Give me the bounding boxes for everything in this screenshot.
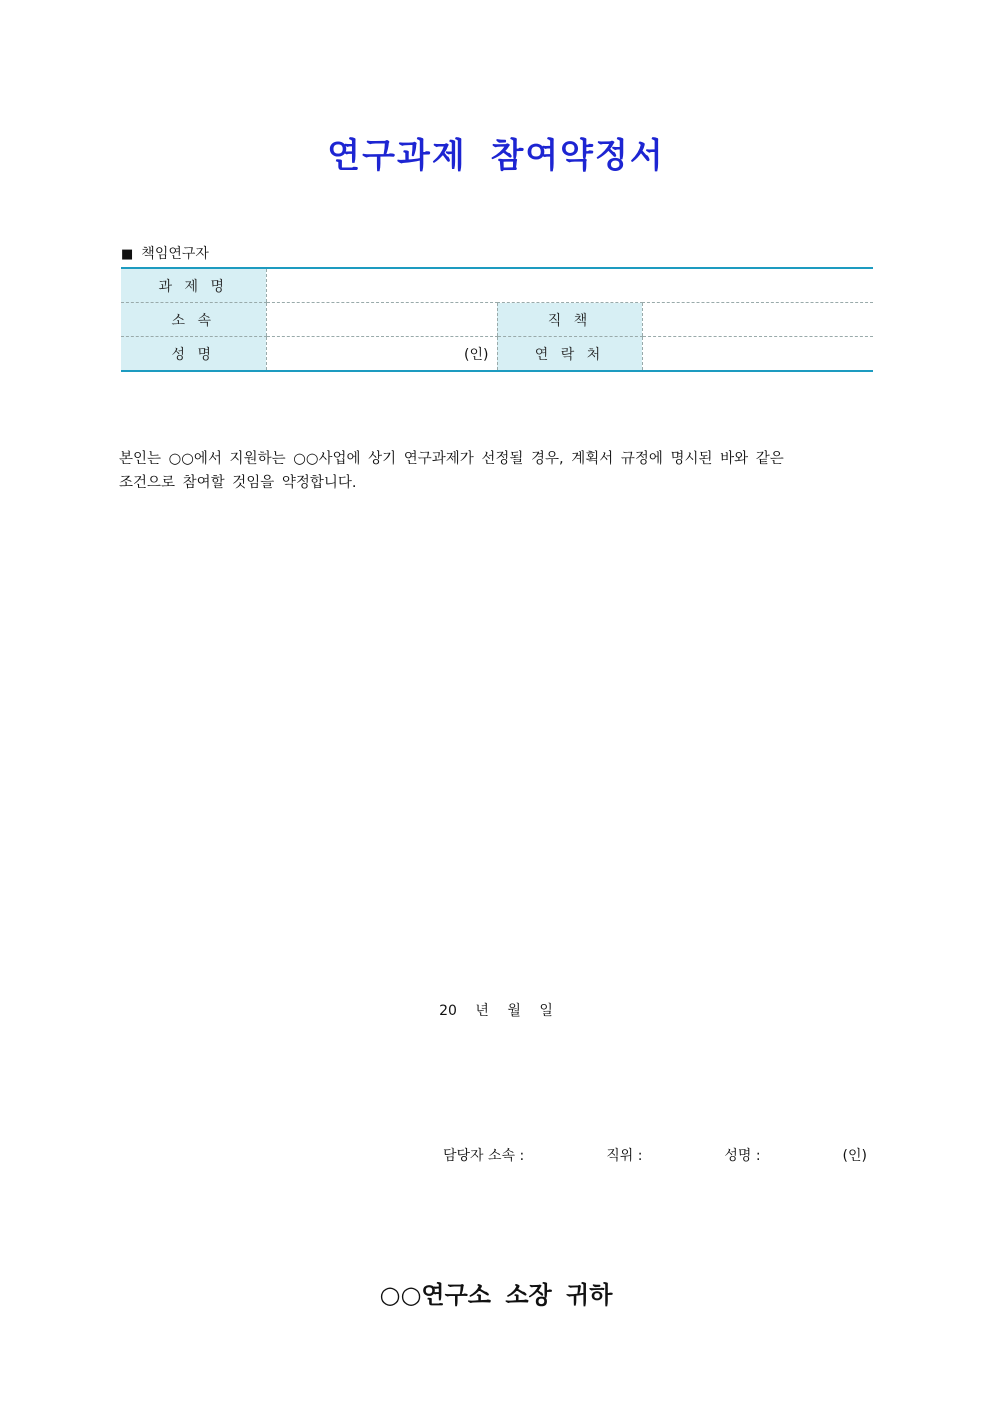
name-label: 성 명 xyxy=(121,337,266,372)
document-title: 연구과제 참여약정서 xyxy=(327,136,665,176)
signature-position: 직위 : xyxy=(606,1148,643,1164)
researcher-info-table xyxy=(121,267,873,372)
section-heading-label: 책임연구자 xyxy=(141,246,209,262)
recipient: ○○연구소 소장 귀하 xyxy=(379,1281,613,1309)
contact-label: 연 락 처 xyxy=(497,337,642,372)
table-row xyxy=(121,268,873,303)
table-row xyxy=(121,337,873,372)
project-name-label: 과 제 명 xyxy=(121,268,266,303)
pledge-text xyxy=(119,447,859,495)
signature-seal: (인) xyxy=(842,1148,867,1164)
name-field[interactable] xyxy=(266,337,497,372)
pledge-line: 본인는 ○○에서 지원하는 ○○사업에 상기 연구과제가 선정될 경우, 계획서 규정에 명시된 바와 같은 xyxy=(119,451,784,467)
affiliation-field[interactable] xyxy=(266,303,497,337)
square-bullet-icon: ■ xyxy=(121,247,134,262)
signature-line xyxy=(443,1145,867,1165)
seal-mark: (인) xyxy=(464,346,489,363)
table-row xyxy=(121,303,873,337)
affiliation-label: 소 속 xyxy=(121,303,266,337)
signature-name: 성명 : xyxy=(724,1148,761,1164)
project-name-field[interactable] xyxy=(266,268,873,303)
date-line: 20 년 월 일 xyxy=(439,1003,553,1019)
position-field[interactable] xyxy=(642,303,873,337)
position-label: 직 책 xyxy=(497,303,642,337)
section-heading xyxy=(121,243,209,263)
signature-affiliation: 담당자 소속 : xyxy=(443,1148,525,1164)
pledge-line: 조건으로 참여할 것임을 약정합니다. xyxy=(119,475,357,491)
contact-field[interactable] xyxy=(642,337,873,372)
